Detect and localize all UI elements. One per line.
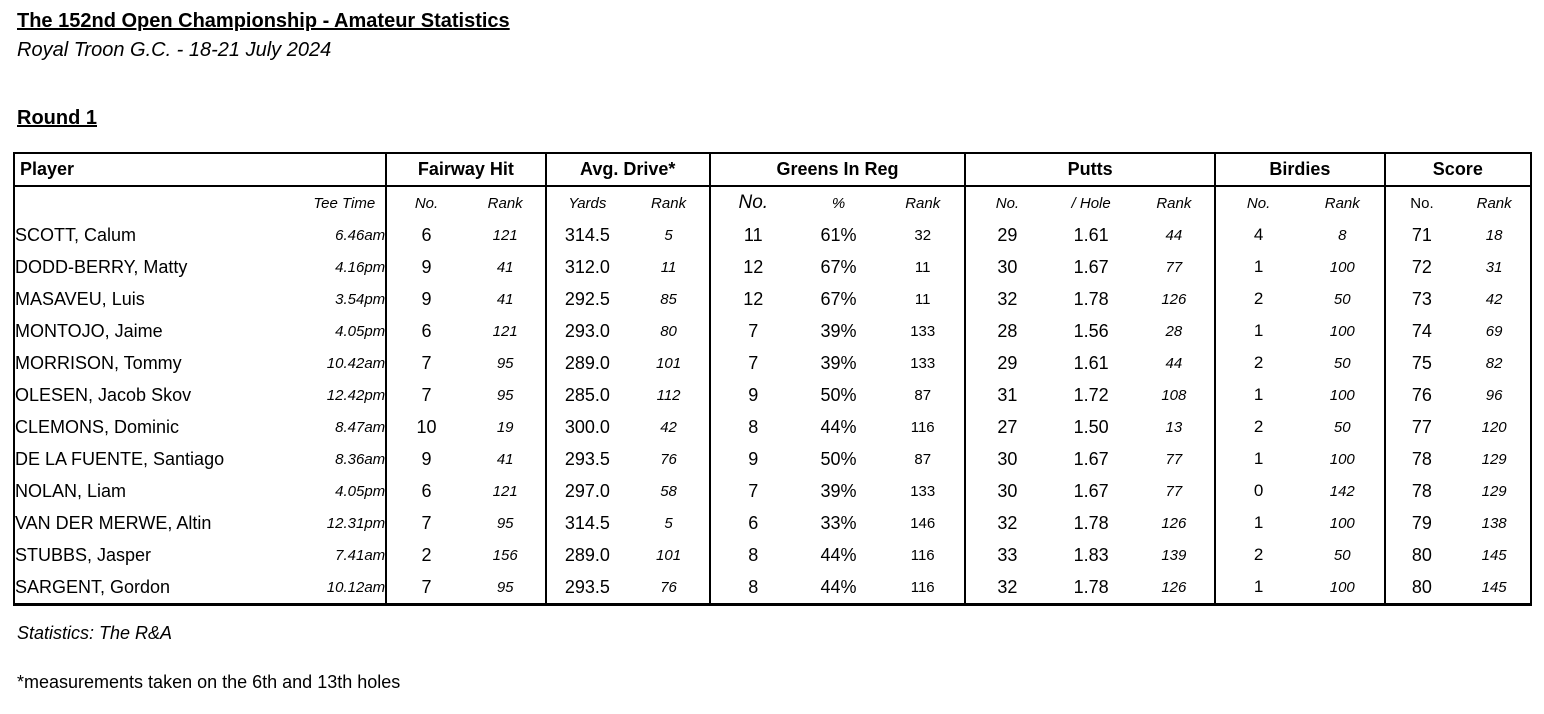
drive-yards-cell: 293.0 — [546, 315, 629, 347]
source-note: Statistics: The R&A — [17, 623, 173, 643]
subheader-putts-rank: Rank — [1156, 194, 1192, 212]
gir-rank-cell: 116 — [910, 418, 935, 436]
drive-yards-cell: 285.0 — [546, 379, 629, 411]
birdies-rank-cell: 142 — [1329, 482, 1355, 500]
tee-time-cell: 4.05pm — [335, 322, 386, 340]
fairway-rank-cell: 121 — [492, 482, 518, 500]
group-header-putts: Putts — [965, 153, 1215, 186]
birdies-no-cell: 1 — [1215, 571, 1301, 605]
fairway-no-cell: 9 — [386, 251, 466, 283]
score-rank-cell: 42 — [1485, 290, 1503, 308]
putts-no-cell: 27 — [965, 411, 1049, 443]
group-header-avg-drive: Avg. Drive* — [546, 153, 710, 186]
score-rank-cell: 129 — [1481, 450, 1507, 468]
player-name-cell: SARGENT, Gordon — [15, 576, 171, 597]
score-rank-cell: 138 — [1481, 514, 1507, 532]
birdies-rank-cell: 100 — [1329, 450, 1355, 468]
subheader-score-no: No. — [1385, 186, 1459, 219]
putts-per-hole-cell: 1.78 — [1073, 288, 1109, 309]
subheader-drive-rank: Rank — [651, 194, 687, 212]
subheader-fairway-rank: Rank — [487, 194, 523, 212]
birdies-rank-cell: 100 — [1329, 578, 1355, 596]
drive-yards-cell: 292.5 — [546, 283, 629, 315]
table-row — [14, 315, 1531, 347]
putts-no-cell: 30 — [965, 443, 1049, 475]
tee-time-cell: 12.31pm — [326, 514, 386, 532]
player-name-cell: CLEMONS, Dominic — [15, 416, 180, 437]
fairway-no-cell: 10 — [386, 411, 466, 443]
score-no-cell: 80 — [1385, 539, 1459, 571]
score-no-cell: 79 — [1385, 507, 1459, 539]
table-row — [14, 507, 1531, 539]
drive-yards-cell: 293.5 — [546, 571, 629, 605]
birdies-rank-cell: 8 — [1338, 226, 1347, 244]
putts-no-cell: 33 — [965, 539, 1049, 571]
gir-no-cell: 9 — [710, 379, 796, 411]
player-name-cell: DODD-BERRY, Matty — [15, 256, 188, 277]
putts-per-hole-cell: 1.72 — [1073, 384, 1109, 405]
putts-no-cell: 30 — [965, 251, 1049, 283]
gir-no-cell: 7 — [710, 475, 796, 507]
subheader-drive-yards: Yards — [546, 186, 629, 219]
group-header-score: Score — [1385, 153, 1531, 186]
score-no-cell: 75 — [1385, 347, 1459, 379]
group-header-fairway-hit: Fairway Hit — [386, 153, 545, 186]
gir-no-cell: 8 — [710, 411, 796, 443]
subheader-fairway-no: No. — [386, 186, 466, 219]
fairway-rank-cell: 41 — [496, 450, 514, 468]
gir-pct-cell: 61% — [820, 224, 857, 245]
gir-rank-cell: 87 — [914, 450, 932, 468]
subheader-gir-rank: Rank — [905, 194, 941, 212]
subheader-score-rank: Rank — [1476, 194, 1512, 212]
subheader-gir-no: No. — [710, 186, 796, 219]
putts-rank-cell: 77 — [1165, 482, 1183, 500]
subheader-putts-per-hole: / Hole — [1071, 194, 1111, 212]
gir-rank-cell: 146 — [910, 514, 936, 532]
score-no-cell: 72 — [1385, 251, 1459, 283]
gir-rank-cell: 116 — [910, 546, 935, 564]
gir-no-cell: 8 — [710, 539, 796, 571]
table-row — [14, 283, 1531, 315]
putts-per-hole-cell: 1.56 — [1073, 320, 1109, 341]
putts-per-hole-cell: 1.50 — [1073, 416, 1109, 437]
gir-no-cell: 7 — [710, 315, 796, 347]
putts-rank-cell: 139 — [1161, 546, 1187, 564]
player-name-cell: MASAVEU, Luis — [15, 288, 145, 309]
score-rank-cell: 120 — [1481, 418, 1507, 436]
putts-rank-cell: 77 — [1165, 258, 1183, 276]
drive-yards-cell: 312.0 — [546, 251, 629, 283]
birdies-no-cell: 2 — [1215, 283, 1301, 315]
table-row — [14, 219, 1531, 251]
fairway-no-cell: 7 — [386, 347, 466, 379]
birdies-rank-cell: 50 — [1333, 290, 1351, 308]
score-no-cell: 77 — [1385, 411, 1459, 443]
gir-no-cell: 11 — [710, 219, 796, 251]
player-name-cell: STUBBS, Jasper — [15, 544, 152, 565]
group-header-greens-in-reg: Greens In Reg — [710, 153, 965, 186]
birdies-no-cell: 0 — [1215, 475, 1301, 507]
fairway-no-cell: 6 — [386, 475, 466, 507]
gir-no-cell: 8 — [710, 571, 796, 605]
score-rank-cell: 69 — [1485, 322, 1503, 340]
fairway-no-cell: 7 — [386, 507, 466, 539]
player-name-cell: VAN DER MERWE, Altin — [15, 512, 212, 533]
tee-time-cell: 8.47am — [335, 418, 386, 436]
group-header-birdies: Birdies — [1215, 153, 1384, 186]
birdies-no-cell: 2 — [1215, 347, 1301, 379]
fairway-no-cell: 9 — [386, 283, 466, 315]
table-row — [14, 475, 1531, 507]
birdies-no-cell: 2 — [1215, 539, 1301, 571]
subheader-player-name — [14, 186, 288, 219]
gir-rank-cell: 87 — [914, 386, 932, 404]
tee-time-cell: 12.42pm — [326, 386, 386, 404]
birdies-rank-cell: 100 — [1329, 258, 1355, 276]
gir-no-cell: 7 — [710, 347, 796, 379]
fairway-rank-cell: 121 — [492, 322, 518, 340]
score-no-cell: 78 — [1385, 443, 1459, 475]
fairway-rank-cell: 156 — [492, 546, 518, 564]
table-row — [14, 411, 1531, 443]
birdies-no-cell: 4 — [1215, 219, 1301, 251]
gir-pct-cell: 39% — [820, 320, 857, 341]
group-header-player: Player — [14, 153, 386, 186]
drive-rank-cell: 42 — [660, 418, 677, 436]
drive-yards-cell: 289.0 — [546, 347, 629, 379]
player-name-cell: OLESEN, Jacob Skov — [15, 384, 192, 405]
tee-time-cell: 10.12am — [326, 578, 386, 596]
score-rank-cell: 82 — [1485, 354, 1503, 372]
fairway-no-cell: 6 — [386, 219, 466, 251]
page-title: The 152nd Open Championship - Amateur Statistics — [17, 10, 510, 32]
tee-time-cell: 8.36am — [335, 450, 386, 468]
score-no-cell: 71 — [1385, 219, 1459, 251]
gir-rank-cell: 116 — [910, 578, 935, 596]
table-row — [14, 379, 1531, 411]
table-row — [14, 251, 1531, 283]
putts-rank-cell: 126 — [1161, 290, 1187, 308]
gir-rank-cell: 133 — [910, 322, 936, 340]
putts-per-hole-cell: 1.61 — [1073, 352, 1109, 373]
gir-no-cell: 6 — [710, 507, 796, 539]
putts-per-hole-cell: 1.83 — [1073, 544, 1109, 565]
fairway-rank-cell: 95 — [496, 514, 514, 532]
putts-no-cell: 32 — [965, 283, 1049, 315]
subheader-gir-pct: % — [831, 194, 846, 212]
player-name-cell: DE LA FUENTE, Santiago — [15, 448, 225, 469]
drive-rank-cell: 58 — [660, 482, 677, 500]
fairway-no-cell: 7 — [386, 571, 466, 605]
score-rank-cell: 96 — [1485, 386, 1503, 404]
stats-table-body — [14, 219, 1531, 605]
fairway-rank-cell: 95 — [496, 354, 514, 372]
gir-pct-cell: 44% — [820, 576, 857, 597]
score-no-cell: 74 — [1385, 315, 1459, 347]
fairway-rank-cell: 41 — [496, 290, 514, 308]
putts-no-cell: 32 — [965, 507, 1049, 539]
tee-time-cell: 4.16pm — [335, 258, 386, 276]
player-name-cell: MONTOJO, Jaime — [15, 320, 163, 341]
birdies-no-cell: 2 — [1215, 411, 1301, 443]
subheader-birdies-no: No. — [1215, 186, 1301, 219]
table-row — [14, 539, 1531, 571]
gir-pct-cell: 44% — [820, 416, 857, 437]
birdies-no-cell: 1 — [1215, 507, 1301, 539]
subheader-putts-no: No. — [965, 186, 1049, 219]
gir-rank-cell: 32 — [914, 226, 932, 244]
putts-rank-cell: 126 — [1161, 578, 1187, 596]
fairway-no-cell: 7 — [386, 379, 466, 411]
score-no-cell: 76 — [1385, 379, 1459, 411]
gir-pct-cell: 39% — [820, 352, 857, 373]
putts-no-cell: 29 — [965, 219, 1049, 251]
birdies-rank-cell: 50 — [1333, 546, 1351, 564]
table-row — [14, 443, 1531, 475]
drive-rank-cell: 11 — [660, 258, 677, 276]
birdies-rank-cell: 100 — [1329, 514, 1355, 532]
score-rank-cell: 129 — [1481, 482, 1507, 500]
player-name-cell: SCOTT, Calum — [15, 224, 137, 245]
drive-rank-cell: 101 — [656, 546, 682, 564]
putts-no-cell: 28 — [965, 315, 1049, 347]
birdies-rank-cell: 100 — [1329, 322, 1355, 340]
tee-time-cell: 4.05pm — [335, 482, 386, 500]
drive-yards-cell: 297.0 — [546, 475, 629, 507]
gir-rank-cell: 11 — [914, 258, 931, 276]
putts-per-hole-cell: 1.67 — [1073, 256, 1109, 277]
putts-per-hole-cell: 1.67 — [1073, 480, 1109, 501]
measurement-footnote: *measurements taken on the 6th and 13th holes — [17, 672, 401, 692]
drive-rank-cell: 76 — [660, 578, 677, 596]
putts-no-cell: 32 — [965, 571, 1049, 605]
gir-pct-cell: 50% — [820, 448, 857, 469]
score-no-cell: 80 — [1385, 571, 1459, 605]
gir-pct-cell: 67% — [820, 256, 857, 277]
tee-time-cell: 6.46am — [335, 226, 386, 244]
putts-per-hole-cell: 1.67 — [1073, 448, 1109, 469]
fairway-no-cell: 9 — [386, 443, 466, 475]
fairway-rank-cell: 95 — [496, 578, 514, 596]
fairway-no-cell: 6 — [386, 315, 466, 347]
putts-per-hole-cell: 1.61 — [1073, 224, 1109, 245]
table-row — [14, 571, 1531, 605]
birdies-rank-cell: 50 — [1333, 354, 1351, 372]
player-name-cell: MORRISON, Tommy — [15, 352, 182, 373]
gir-rank-cell: 133 — [910, 482, 936, 500]
birdies-no-cell: 1 — [1215, 251, 1301, 283]
drive-rank-cell: 5 — [664, 514, 673, 532]
fairway-rank-cell: 41 — [496, 258, 514, 276]
tee-time-cell: 7.41am — [335, 546, 386, 564]
drive-rank-cell: 5 — [664, 226, 673, 244]
gir-no-cell: 12 — [710, 251, 796, 283]
score-rank-cell: 31 — [1485, 258, 1503, 276]
drive-rank-cell: 76 — [660, 450, 677, 468]
score-rank-cell: 145 — [1481, 578, 1507, 596]
drive-yards-cell: 289.0 — [546, 539, 629, 571]
subheader-birdies-rank: Rank — [1324, 194, 1360, 212]
birdies-no-cell: 1 — [1215, 379, 1301, 411]
fairway-no-cell: 2 — [386, 539, 466, 571]
fairway-rank-cell: 121 — [492, 226, 518, 244]
gir-pct-cell: 67% — [820, 288, 857, 309]
putts-rank-cell: 44 — [1165, 354, 1183, 372]
sub-header-row — [14, 186, 1531, 219]
drive-yards-cell: 314.5 — [546, 219, 629, 251]
birdies-no-cell: 1 — [1215, 315, 1301, 347]
gir-pct-cell: 44% — [820, 544, 857, 565]
putts-per-hole-cell: 1.78 — [1073, 576, 1109, 597]
drive-rank-cell: 80 — [660, 322, 677, 340]
putts-rank-cell: 13 — [1165, 418, 1183, 436]
putts-per-hole-cell: 1.78 — [1073, 512, 1109, 533]
score-rank-cell: 145 — [1481, 546, 1507, 564]
drive-yards-cell: 293.5 — [546, 443, 629, 475]
score-rank-cell: 18 — [1485, 226, 1503, 244]
subheader-tee-time: Tee Time — [313, 194, 376, 212]
gir-no-cell: 12 — [710, 283, 796, 315]
drive-yards-cell: 300.0 — [546, 411, 629, 443]
gir-no-cell: 9 — [710, 443, 796, 475]
tee-time-cell: 10.42am — [326, 354, 386, 372]
putts-no-cell: 30 — [965, 475, 1049, 507]
table-row — [14, 347, 1531, 379]
score-no-cell: 73 — [1385, 283, 1459, 315]
gir-rank-cell: 11 — [914, 290, 931, 308]
putts-rank-cell: 28 — [1165, 322, 1183, 340]
birdies-rank-cell: 100 — [1329, 386, 1355, 404]
drive-rank-cell: 101 — [656, 354, 682, 372]
putts-rank-cell: 44 — [1165, 226, 1183, 244]
score-no-cell: 78 — [1385, 475, 1459, 507]
drive-rank-cell: 85 — [660, 290, 677, 308]
gir-pct-cell: 33% — [820, 512, 857, 533]
birdies-no-cell: 1 — [1215, 443, 1301, 475]
fairway-rank-cell: 19 — [496, 418, 514, 436]
player-name-cell: NOLAN, Liam — [15, 480, 127, 501]
drive-yards-cell: 314.5 — [546, 507, 629, 539]
putts-no-cell: 29 — [965, 347, 1049, 379]
birdies-rank-cell: 50 — [1333, 418, 1351, 436]
putts-rank-cell: 126 — [1161, 514, 1187, 532]
putts-rank-cell: 108 — [1161, 386, 1187, 404]
gir-pct-cell: 39% — [820, 480, 857, 501]
gir-pct-cell: 50% — [820, 384, 857, 405]
fairway-rank-cell: 95 — [496, 386, 514, 404]
tee-time-cell: 3.54pm — [335, 290, 386, 308]
putts-rank-cell: 77 — [1165, 450, 1183, 468]
putts-no-cell: 31 — [965, 379, 1049, 411]
stats-table — [13, 152, 1532, 606]
drive-rank-cell: 112 — [656, 386, 681, 404]
round-label: Round 1 — [17, 107, 97, 129]
column-group-header-row — [14, 153, 1531, 186]
event-subtitle: Royal Troon G.C. - 18-21 July 2024 — [17, 39, 332, 61]
gir-rank-cell: 133 — [910, 354, 936, 372]
